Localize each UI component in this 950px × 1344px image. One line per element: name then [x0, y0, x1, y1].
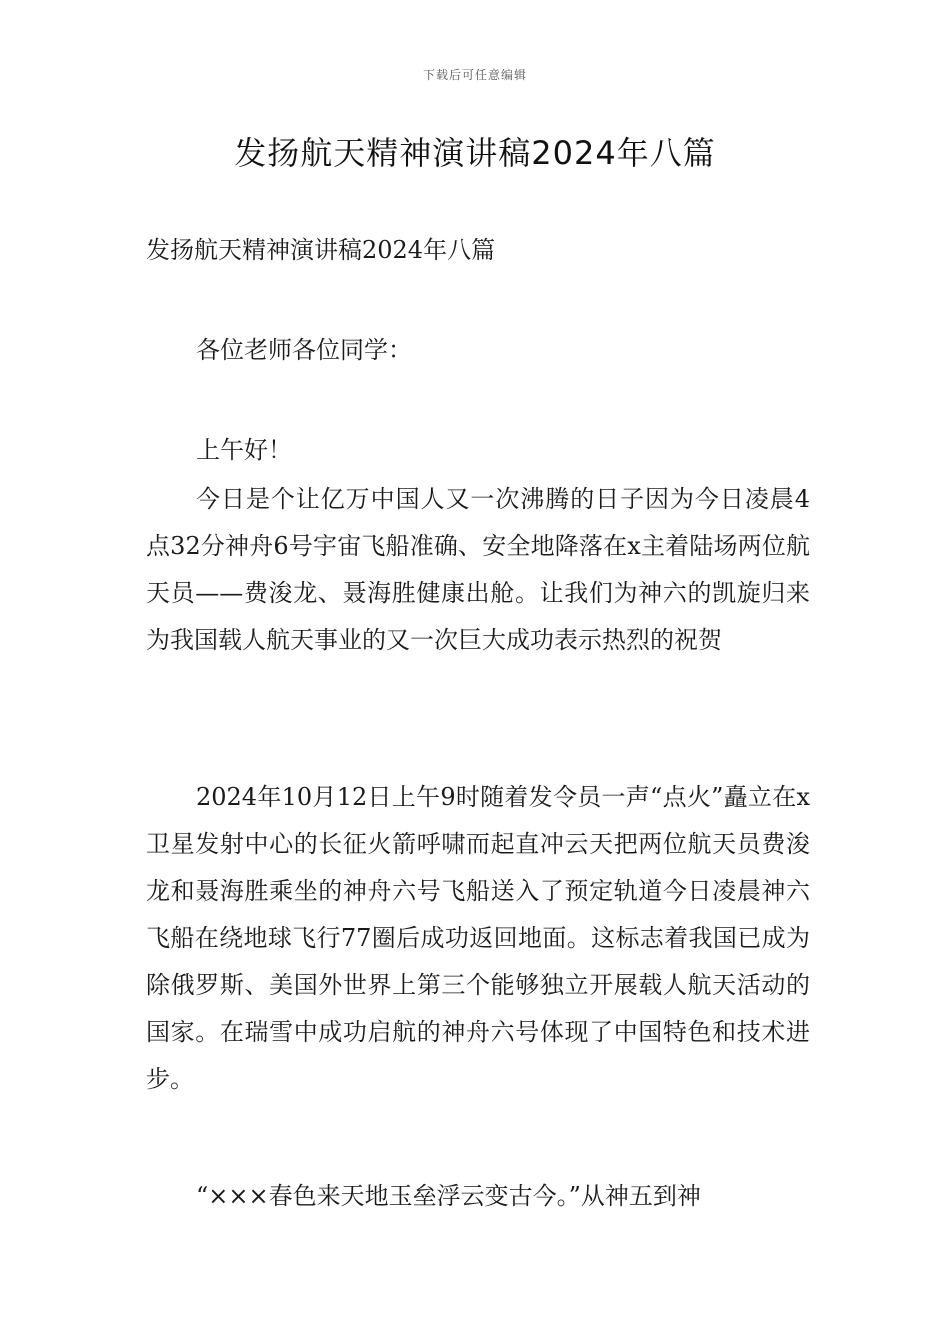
- document-title: 发扬航天精神演讲稿2024年八篇: [234, 134, 716, 172]
- morning-line: 上午好！: [196, 436, 292, 464]
- paragraph: “×××春色来天地玉垒浮云变古今。”从神五到神: [196, 1182, 701, 1210]
- greeting-line: 各位老师各位同学：: [196, 336, 412, 364]
- paragraph: 2024年10月12日上午9时随着发令员一声“点火”矗立在x卫星发射中心的长征火箭呼啸而起直冲云天把两位航天员费浚龙和聂海胜乘坐的神舟六号飞船送入了预定轨道今日凌晨神六飞船在绕地球飞行77圈后成功返回地面。这标志着我国已成为除俄罗斯、美国外世界上第三个能够独立开展载人航天活动的国家。在瑞雪中成功启航的神舟六号体现了中国特色和技术进步。: [146, 783, 810, 1093]
- document-subtitle: 发扬航天精神演讲稿2024年八篇: [146, 236, 496, 264]
- header-note: 下载后可任意编辑: [422, 68, 527, 82]
- paragraph: 今日是个让亿万中国人又一次沸腾的日子因为今日凌晨4点32分神舟6号宇宙飞船准确、安全地降落在x主着陆场两位航天员——费浚龙、聂海胜健康出舱。让我们为神六的凯旋归来为我国载人航天事业的又一次巨大成功表示热烈的祝贺: [146, 485, 810, 654]
